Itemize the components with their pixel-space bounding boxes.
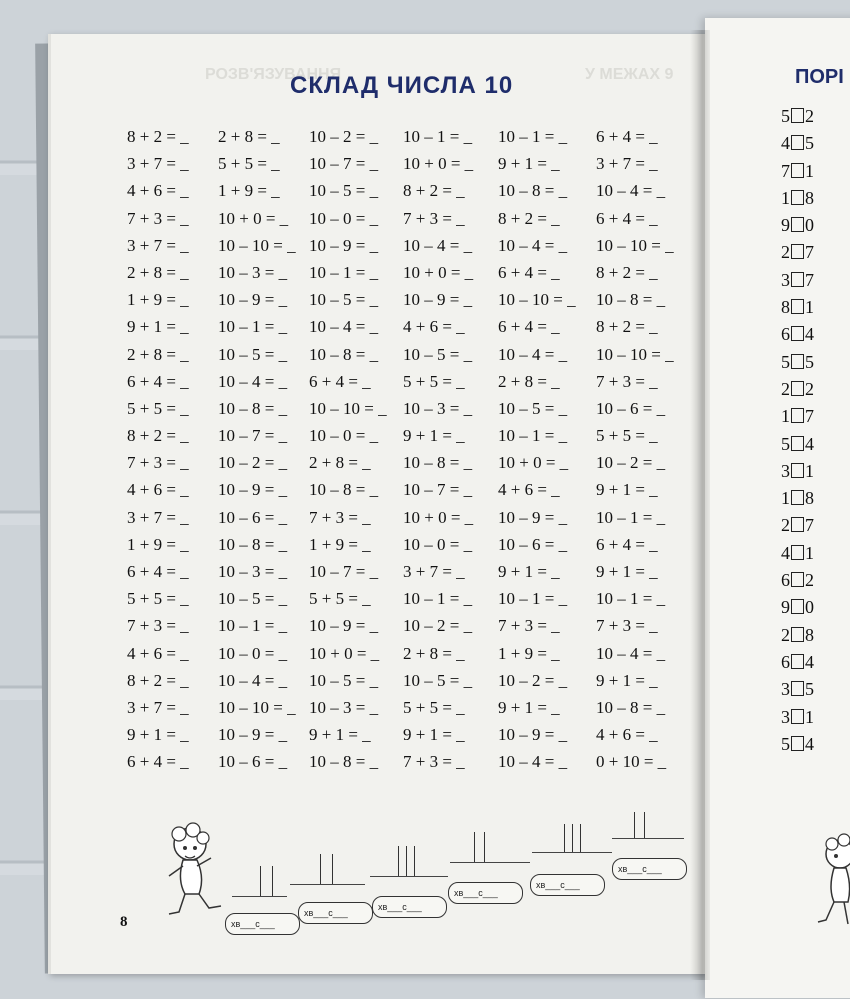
math-exercise: 10 – 5 = _ [309,181,379,201]
math-exercise: 7 + 3 = _ [127,453,189,473]
tally-stick [260,866,261,896]
math-exercise: 10 – 8 = _ [596,697,666,717]
math-exercise: 7 + 3 = _ [309,507,371,527]
math-exercise: 3 + 7 = _ [403,562,465,581]
math-exercise: 9 + 1 = _ [309,725,371,745]
stair-answer-field[interactable] [298,902,373,924]
exercise-column [309,123,387,776]
comparison-item [781,676,814,703]
math-exercise: 8 + 2 = _ [403,181,465,201]
math-exercise: 10 – 10 = _ [596,344,674,364]
comparison-answer-box[interactable] [791,490,804,505]
math-exercise: 9 + 1 = _ [596,562,658,581]
stair-label: хв___с___ [304,908,348,918]
tally-stick [634,812,635,838]
comparison-item [781,731,814,758]
math-exercise: 10 – 1 = _ [596,507,666,527]
comparison-right-number: 5 [805,133,814,154]
comparison-answer-box[interactable] [791,627,804,642]
math-exercise: 10 – 1 = _ [309,262,379,282]
comparison-answer-box[interactable] [791,272,804,287]
comparison-item [781,130,814,157]
math-exercise: 10 – 1 = _ [498,127,568,146]
math-exercise: 10 – 5 = _ [218,344,288,364]
tally-stick [414,846,415,876]
step-edge [450,862,530,863]
tally-stick [572,824,573,852]
comparison-answer-box[interactable] [791,381,804,396]
math-exercise: 10 – 0 = _ [309,208,379,228]
math-exercise: 3 + 7 = _ [127,154,189,174]
math-exercise: 6 + 4 = _ [596,127,658,146]
comparison-answer-box[interactable] [791,709,804,724]
math-exercise: 10 – 7 = _ [218,426,288,446]
comparison-answer-box[interactable] [791,108,804,123]
math-exercise: 2 + 8 = _ [309,453,371,473]
book-spine [690,30,710,980]
math-exercise: 10 – 3 = _ [309,697,379,717]
math-exercise: 10 – 1 = _ [218,317,288,337]
math-exercise: 5 + 5 = _ [596,426,658,446]
exercise-column [498,123,576,776]
comparison-answer-box[interactable] [791,163,804,178]
math-exercise: 10 – 4 = _ [218,371,288,391]
comparison-item [781,376,814,403]
tally-stick [406,846,407,876]
bleed-through-text-2: У МЕЖАХ 9 [585,66,674,83]
math-exercise: 10 – 4 = _ [498,235,568,255]
math-exercise: 10 – 1 = _ [218,616,288,636]
math-exercise: 7 + 3 = _ [403,752,465,772]
comparison-left-number: 6 [781,324,790,345]
math-exercise: 10 – 10 = _ [596,235,674,255]
math-exercise: 10 – 5 = _ [309,670,379,690]
exercise-column [218,123,296,776]
math-exercise: 10 – 9 = _ [218,725,288,745]
comparison-left-number: 5 [781,433,790,454]
tally-stick [580,824,581,852]
math-exercise: 10 – 5 = _ [403,344,473,364]
math-exercise: 10 + 0 = _ [498,453,569,473]
comparison-answer-box[interactable] [791,244,804,259]
math-exercise: 3 + 7 = _ [127,697,189,717]
stair-answer-field[interactable] [530,874,605,896]
math-exercise: 6 + 4 = _ [127,562,189,581]
comparison-answer-box[interactable] [791,299,804,314]
comparison-item [781,267,814,294]
comparison-left-number: 7 [781,160,790,181]
math-exercise: 7 + 3 = _ [498,616,560,636]
exercise-column [127,123,189,776]
math-exercise: 10 – 8 = _ [498,181,568,201]
cartoon-sheep-icon [812,832,850,932]
comparison-answer-box[interactable] [791,463,804,478]
tally-stick [484,832,485,862]
math-exercise: 4 + 6 = _ [596,725,658,745]
comparison-item [781,704,814,731]
comparison-left-number: 5 [781,733,790,754]
math-exercise: 8 + 2 = _ [596,317,658,337]
math-exercise: 10 – 5 = _ [309,290,379,310]
comparison-left-number: 4 [781,542,790,563]
comparison-item [781,349,814,376]
math-exercise: 10 – 10 = _ [309,398,387,418]
math-exercise: 6 + 4 = _ [596,534,658,554]
math-exercise: 10 – 1 = _ [498,589,568,609]
comparison-right-number: 5 [805,679,814,700]
math-exercise: 7 + 3 = _ [127,208,189,228]
math-exercise: 10 – 4 = _ [498,344,568,364]
comparison-right-number: 4 [805,433,814,454]
comparison-right-number: 4 [805,733,814,754]
comparison-item [781,294,814,321]
math-exercise: 10 – 3 = _ [218,562,288,581]
math-exercise: 9 + 1 = _ [127,725,189,745]
comparison-left-number: 9 [781,597,790,618]
comparison-answer-box[interactable] [791,408,804,423]
math-exercise: 5 + 5 = _ [127,589,189,609]
math-exercise: 10 – 10 = _ [218,235,296,255]
right-page-title: ПОРІ [795,66,844,88]
math-exercise: 10 – 6 = _ [218,507,288,527]
math-exercise: 10 – 2 = _ [498,670,568,690]
math-exercise: 10 – 2 = _ [596,453,666,473]
math-exercise: 10 + 0 = _ [218,208,289,228]
comparison-right-number: 7 [805,406,814,427]
math-exercise: 10 – 2 = _ [218,453,288,473]
tally-stick [398,846,399,876]
math-exercise: 10 – 9 = _ [309,616,379,636]
math-exercise: 10 – 9 = _ [218,290,288,310]
math-exercise: 9 + 1 = _ [498,154,560,174]
tally-stick [320,854,321,884]
math-exercise: 1 + 9 = _ [218,181,280,201]
comparison-item [781,158,814,185]
math-exercise: 3 + 7 = _ [127,507,189,527]
math-exercise: 10 – 4 = _ [596,643,666,663]
comparison-left-number: 1 [781,488,790,509]
step-edge [612,838,684,839]
comparison-left-number: 2 [781,378,790,399]
comparison-answer-box[interactable] [791,217,804,232]
tally-stick [332,854,333,884]
math-exercise: 10 + 0 = _ [403,262,474,282]
math-exercise: 6 + 4 = _ [498,317,560,337]
math-exercise: 10 – 1 = _ [403,127,473,146]
comparison-item [781,512,814,539]
stair-label: хв___с___ [618,864,662,874]
math-exercise: 10 – 5 = _ [403,670,473,690]
math-exercise: 3 + 7 = _ [596,154,658,174]
comparison-item [781,458,814,485]
math-exercise: 4 + 6 = _ [127,643,189,663]
math-exercise: 10 + 0 = _ [309,643,380,663]
math-exercise: 10 + 0 = _ [403,154,474,174]
exercise-column [403,123,473,776]
comparison-item [781,649,814,676]
comparison-left-number: 5 [781,106,790,126]
comparison-right-number: 8 [805,187,814,208]
comparison-left-number: 6 [781,570,790,591]
math-exercise: 10 – 4 = _ [218,670,288,690]
tally-stick [272,866,273,896]
math-exercise: 10 – 4 = _ [596,181,666,201]
math-exercise: 5 + 5 = _ [403,697,465,717]
math-exercise: 10 – 9 = _ [309,235,379,255]
math-exercise: 1 + 9 = _ [309,534,371,554]
math-exercise: 4 + 6 = _ [127,181,189,201]
stair-answer-field[interactable] [372,896,447,918]
comparison-column [781,103,814,758]
comparison-answer-box[interactable] [791,436,804,451]
math-exercise: 10 – 7 = _ [309,562,379,581]
comparison-right-number: 8 [805,624,814,645]
math-exercise: 10 – 2 = _ [403,616,473,636]
math-exercise: 10 – 5 = _ [498,398,568,418]
stair-label: хв___с___ [454,888,498,898]
math-exercise: 0 + 10 = _ [596,752,667,772]
math-exercise: 10 – 0 = _ [403,534,473,554]
comparison-right-number: 4 [805,651,814,672]
comparison-item [781,103,814,130]
step-edge [290,884,365,885]
comparison-right-number: 1 [805,297,814,318]
math-exercise: 4 + 6 = _ [127,480,189,500]
math-exercise: 8 + 2 = _ [596,262,658,282]
math-exercise: 10 – 9 = _ [403,290,473,310]
comparison-item [781,239,814,266]
math-exercise: 9 + 1 = _ [498,697,560,717]
math-exercise: 2 + 8 = _ [218,127,280,146]
stair-answer-field[interactable] [225,913,300,935]
math-exercise: 10 – 7 = _ [403,480,473,500]
math-exercise: 10 – 4 = _ [403,235,473,255]
math-exercise: 10 – 0 = _ [309,426,379,446]
math-exercise: 7 + 3 = _ [403,208,465,228]
math-exercise: 10 – 1 = _ [498,426,568,446]
math-exercise: 2 + 8 = _ [403,643,465,663]
math-exercise: 10 – 1 = _ [403,589,473,609]
math-exercise: 10 – 7 = _ [309,154,379,174]
math-exercise: 6 + 4 = _ [309,371,371,391]
comparison-left-number: 3 [781,706,790,727]
comparison-right-number: 2 [805,106,814,126]
math-exercise: 2 + 8 = _ [127,344,189,364]
math-exercise: 10 – 0 = _ [218,643,288,663]
math-exercise: 10 – 8 = _ [309,480,379,500]
math-exercise: 7 + 3 = _ [596,616,658,636]
comparison-left-number: 2 [781,242,790,263]
math-exercise: 10 – 6 = _ [596,398,666,418]
comparison-right-number: 5 [805,351,814,372]
comparison-item [781,622,814,649]
math-exercise: 8 + 2 = _ [127,127,189,146]
comparison-answer-box[interactable] [791,326,804,341]
math-exercise: 9 + 1 = _ [498,562,560,581]
comparison-right-number: 0 [805,215,814,236]
math-exercise: 9 + 1 = _ [596,670,658,690]
math-exercise: 10 – 10 = _ [498,290,576,310]
comparison-item [781,567,814,594]
math-exercise: 1 + 9 = _ [127,534,189,554]
math-exercise: 5 + 5 = _ [309,589,371,609]
math-exercise: 7 + 3 = _ [596,371,658,391]
comparison-left-number: 1 [781,187,790,208]
math-exercise: 2 + 8 = _ [498,371,560,391]
comparison-item [781,403,814,430]
math-exercise: 5 + 5 = _ [403,371,465,391]
stair-answer-field[interactable] [448,882,523,904]
comparison-answer-box[interactable] [791,135,804,150]
math-exercise: 10 – 8 = _ [309,752,379,772]
math-exercise: 10 – 6 = _ [498,534,568,554]
page-title: СКЛАД ЧИСЛА 10 [290,72,514,99]
comparison-answer-box[interactable] [791,599,804,614]
comparison-left-number: 3 [781,269,790,290]
math-exercise: 10 – 3 = _ [218,262,288,282]
comparison-left-number: 5 [781,351,790,372]
stair-answer-field[interactable] [612,858,687,880]
math-exercise: 4 + 6 = _ [403,317,465,337]
math-exercise: 10 – 8 = _ [596,290,666,310]
comparison-left-number: 8 [781,297,790,318]
comparison-right-number: 2 [805,378,814,399]
comparison-right-number: 1 [805,160,814,181]
comparison-right-number: 7 [805,242,814,263]
comparison-left-number: 6 [781,651,790,672]
bleed-through-text-1: РОЗВ'ЯЗУВАННЯ [205,66,342,83]
comparison-left-number: 3 [781,679,790,700]
comparison-right-number: 4 [805,324,814,345]
math-exercise: 10 – 9 = _ [498,725,568,745]
math-exercise: 6 + 4 = _ [127,371,189,391]
comparison-answer-box[interactable] [791,517,804,532]
math-exercise: 10 – 8 = _ [218,398,288,418]
comparison-right-number: 7 [805,269,814,290]
math-exercise: 6 + 4 = _ [127,752,189,772]
math-exercise: 9 + 1 = _ [127,317,189,337]
math-exercise: 7 + 3 = _ [127,616,189,636]
math-exercise: 10 – 6 = _ [218,752,288,772]
comparison-answer-box[interactable] [791,572,804,587]
comparison-left-number: 2 [781,624,790,645]
math-exercise: 6 + 4 = _ [596,208,658,228]
comparison-left-number: 4 [781,133,790,154]
comparison-item [781,485,814,512]
stair-label: хв___с___ [231,919,275,929]
math-exercise: 10 – 4 = _ [309,317,379,337]
math-exercise: 2 + 8 = _ [127,262,189,282]
comparison-answer-box[interactable] [791,654,804,669]
math-exercise: 4 + 6 = _ [498,480,560,500]
tally-stick [564,824,565,852]
math-exercise: 9 + 1 = _ [403,426,465,446]
comparison-item [781,431,814,458]
math-exercise: 10 – 8 = _ [403,453,473,473]
page-number: 8 [120,914,128,930]
math-exercise: 8 + 2 = _ [498,208,560,228]
comparison-right-number: 1 [805,706,814,727]
math-exercise: 6 + 4 = _ [498,262,560,282]
exercise-column [596,123,674,776]
tally-stick [644,812,645,838]
comparison-left-number: 9 [781,215,790,236]
math-exercise: 9 + 1 = _ [596,480,658,500]
math-exercise: 10 – 8 = _ [309,344,379,364]
math-exercise: 3 + 7 = _ [127,235,189,255]
comparison-item [781,321,814,348]
math-exercise: 5 + 5 = _ [218,154,280,174]
math-exercise: 1 + 9 = _ [127,290,189,310]
step-edge [532,852,612,853]
comparison-item [781,212,814,239]
comparison-answer-box[interactable] [791,190,804,205]
math-exercise: 1 + 9 = _ [498,643,560,663]
comparison-answer-box[interactable] [791,545,804,560]
comparison-right-number: 1 [805,542,814,563]
comparison-answer-box[interactable] [791,736,804,751]
math-exercise: 8 + 2 = _ [127,670,189,690]
comparison-item [781,594,814,621]
stair-label: хв___с___ [536,880,580,890]
cartoon-sheep-icon [155,822,233,920]
math-exercise: 8 + 2 = _ [127,426,189,446]
comparison-right-number: 0 [805,597,814,618]
comparison-answer-box[interactable] [791,681,804,696]
math-exercise: 10 – 9 = _ [218,480,288,500]
math-exercise: 10 + 0 = _ [403,507,474,527]
comparison-left-number: 3 [781,460,790,481]
comparison-left-number: 2 [781,515,790,536]
comparison-right-number: 8 [805,488,814,509]
math-exercise: 10 – 4 = _ [498,752,568,772]
step-edge [370,876,448,877]
math-exercise: 10 – 10 = _ [218,697,296,717]
comparison-right-number: 7 [805,515,814,536]
comparison-left-number: 1 [781,406,790,427]
math-exercise: 10 – 8 = _ [218,534,288,554]
math-exercise: 10 – 5 = _ [218,589,288,609]
math-exercise: 10 – 9 = _ [498,507,568,527]
math-exercise: 9 + 1 = _ [403,725,465,745]
math-exercise: 10 – 1 = _ [596,589,666,609]
step-edge [232,896,287,897]
comparison-right-number: 1 [805,460,814,481]
math-exercise: 10 – 2 = _ [309,127,379,146]
comparison-answer-box[interactable] [791,354,804,369]
math-exercise: 5 + 5 = _ [127,398,189,418]
comparison-right-number: 2 [805,570,814,591]
math-exercise: 10 – 3 = _ [403,398,473,418]
tally-stick [474,832,475,862]
comparison-item [781,540,814,567]
comparison-item [781,185,814,212]
stair-label: хв___с___ [378,902,422,912]
